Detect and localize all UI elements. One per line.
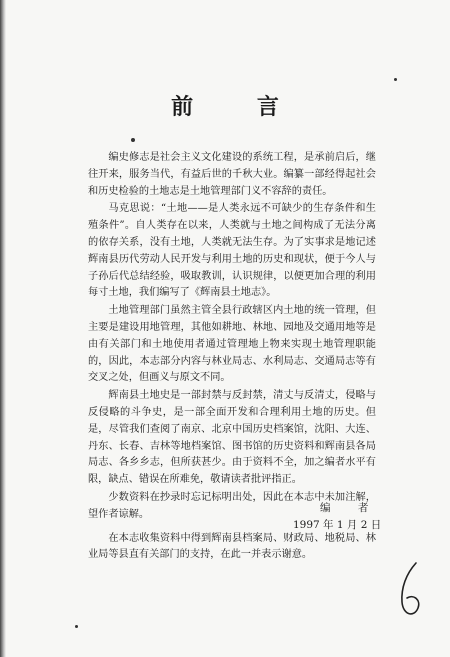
paragraph: 马克思说：“土地——是人类永远不可缺少的生存条件和生殖条件”。自人类存在以来，人类就与土地之间构成了无法分离的依存关系，没有土地，人类就无法生存。为了实事求是地记述辉南县历代劳动人民开发与利用土地的历史和现状，便于今人与子孙后代总结经验，吸取教训，认识规律，以便更加合理的利用每寸土地，我们编写了《辉南县土地志》。: [88, 203, 376, 299]
signature: 编 者: [320, 502, 381, 514]
paragraph: 辉南县土地史是一部封禁与反封禁，清丈与反清丈，侵略与反侵略的斗争史，是一部全面开发和合理利用土地的历史。但是，尽管我们查阅了南京、北京中国历史档案馆，沈阳、大连、丹东、长春、吉林等地档案馆、图书馆的历史资料和辉南县各局局志、各乡乡志，但所获甚少。由于资料不全，加之编者水平有限，缺点、错误在所难免，敬请读者批评指正。: [88, 390, 376, 486]
paragraph: 编史修志是社会主义文化建设的系统工程，是承前启后，继往开来，服务当代，有益后世的千秋大业。编纂一部经得起社会和历史检验的土地志是土地管理部门义不容辞的责任。: [88, 152, 376, 197]
handwritten-page-number: [396, 560, 426, 620]
page-title: 前 言: [171, 94, 307, 120]
scan-speck: [394, 78, 397, 81]
scan-speck: [131, 138, 135, 142]
paragraph: 少数资料在抄录时忘记标明出处，因此在本志中未加注解，望作者谅解。: [88, 491, 376, 520]
scan-speck: [75, 625, 78, 628]
paragraph: 在本志收集资料中得到辉南县档案局、财政局、地税局、林业局等县直有关部门的支持，在此一并表示谢意。: [88, 532, 376, 561]
paragraph: 土地管理部门虽然主管全县行政辖区内土地的统一管理，但主要是建设用地管理，其他如耕地、林地、园地及交通用地等是由有关部门和土地使用者通过管理地上物来实现土地管理职能的，因此，本志部分内容与林业局志、水利局志、交通局志等有交叉之处，但画义与原文不同。: [88, 305, 376, 384]
date: 1997 年 1 月 2 日: [293, 519, 382, 531]
